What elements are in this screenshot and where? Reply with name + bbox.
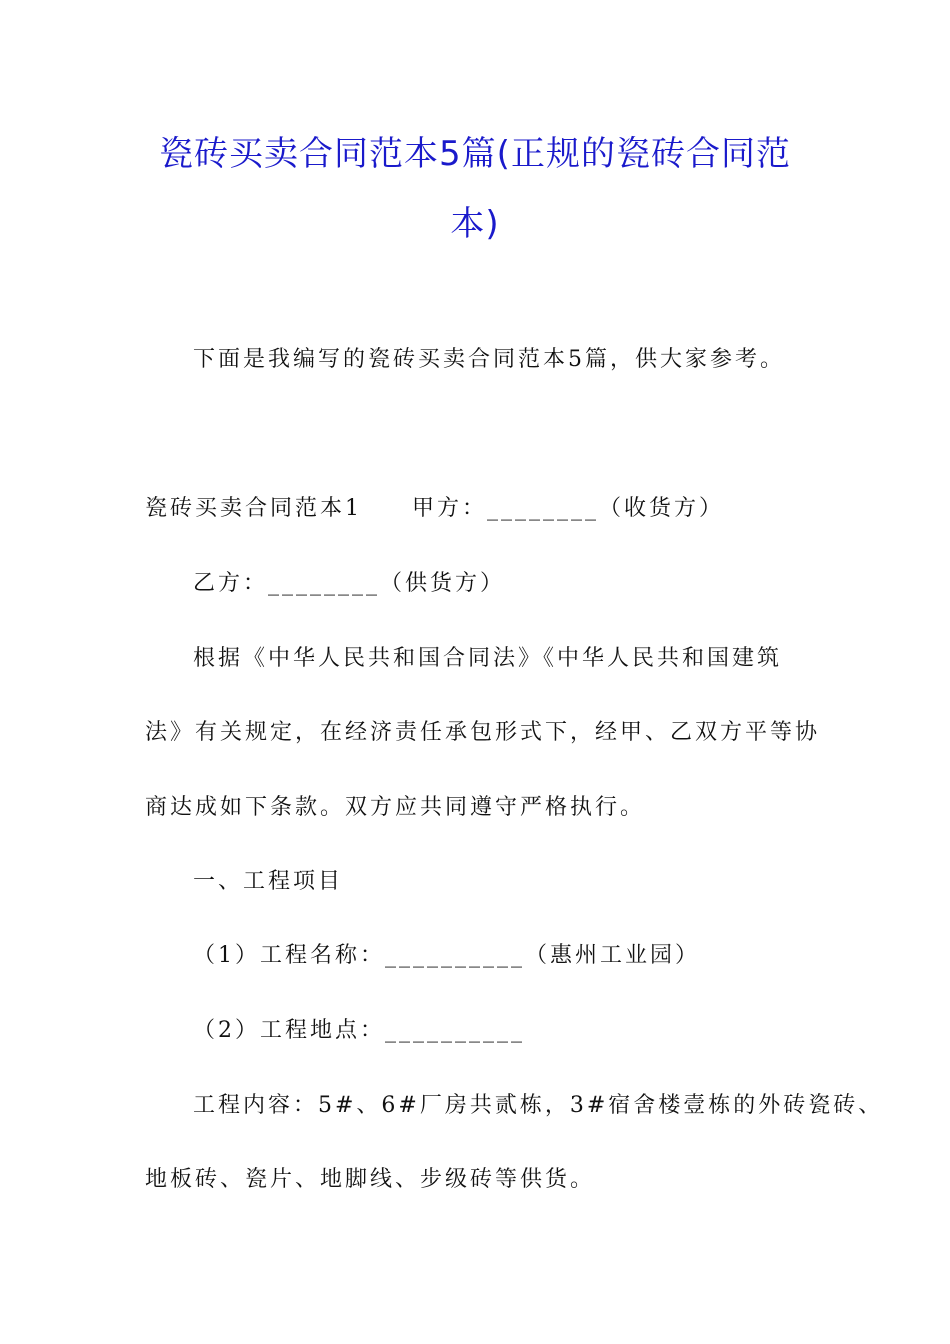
- intro-paragraph: 下面是我编写的瓷砖买卖合同范本5篇，供大家参考。: [193, 347, 785, 372]
- project-content-line-1: 工程内容：5#、6#厂房共贰栋，3#宿舍楼壹栋的外砖瓷砖、: [193, 1093, 884, 1118]
- project-name-line: （1）工程名称：__________（惠州工业园）: [193, 943, 700, 968]
- contract-1-heading: 瓷砖买卖合同范本1 甲方：________（收货方）: [145, 496, 724, 521]
- party-b-line: 乙方：________（供货方）: [193, 571, 506, 596]
- document-title-line-2: 本): [450, 204, 500, 244]
- project-location-line: （2）工程地点：__________: [193, 1018, 525, 1043]
- document-title-line-1: 瓷砖买卖合同范本5篇(正规的瓷砖合同范: [159, 134, 791, 174]
- section-1-title: 一、工程项目: [193, 869, 344, 894]
- basis-paragraph-line-3: 商达成如下条款。双方应共同遵守严格执行。: [145, 795, 646, 820]
- basis-paragraph-line-1: 根据《中华人民共和国合同法》《中华人民共和国建筑: [193, 646, 783, 671]
- project-content-line-2: 地板砖、瓷片、地脚线、步级砖等供货。: [145, 1167, 596, 1192]
- basis-paragraph-line-2: 法》有关规定，在经济责任承包形式下，经甲、乙双方平等协: [145, 720, 821, 745]
